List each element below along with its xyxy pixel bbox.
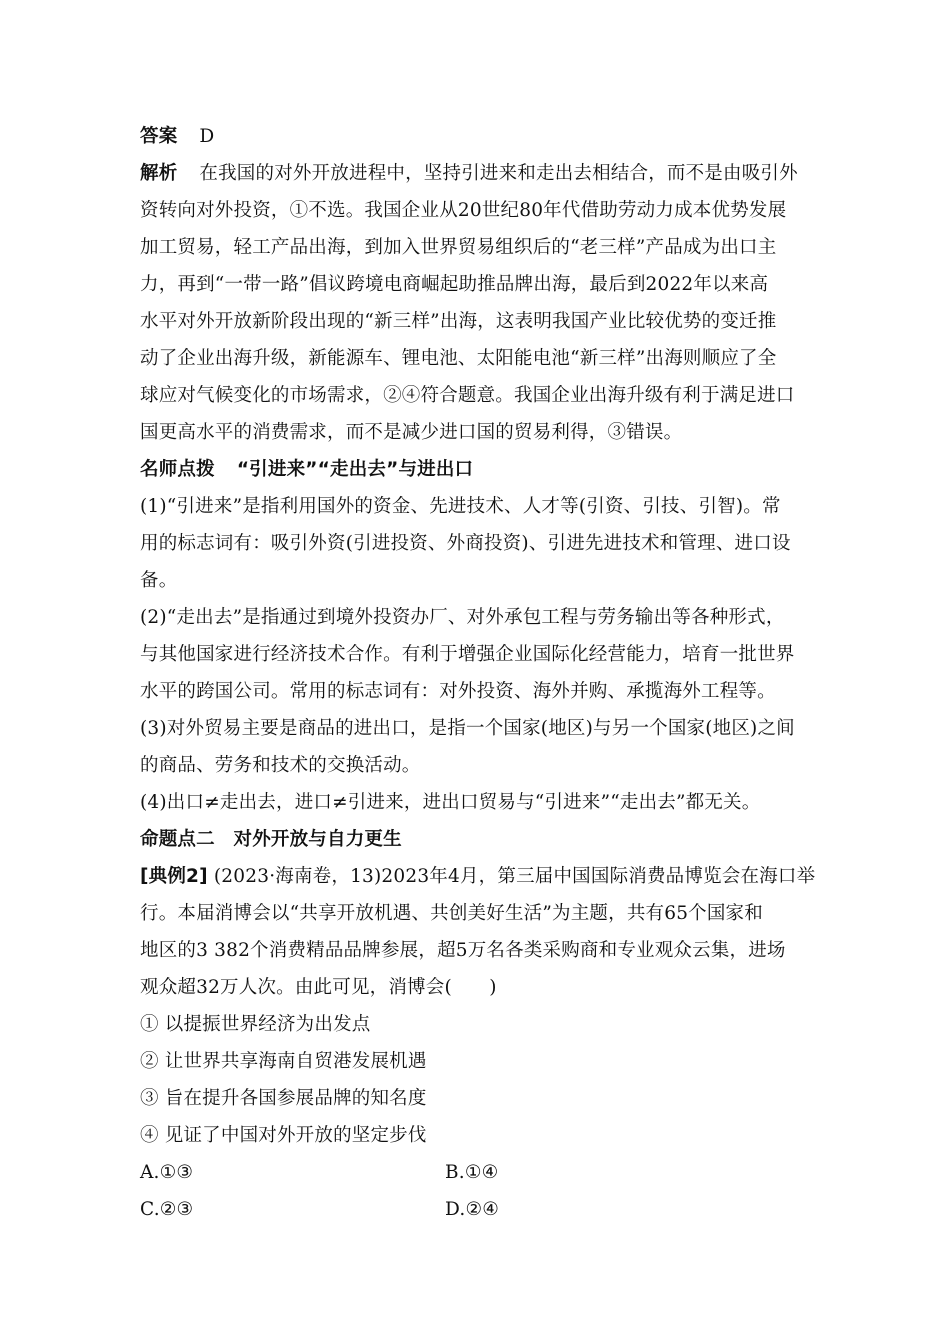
tip-line: 备。: [140, 570, 178, 591]
tip-line: (1)“引进来”是指利用国外的资金、先进技术、人才等(引资、引技、引智)。常: [140, 496, 781, 517]
analysis-line: 球应对气候变化的市场需求，②④符合题意。我国企业出海升级有利于满足进口: [140, 385, 795, 406]
tip-line: (3)对外贸易主要是商品的进出口，是指一个国家(地区)与另一个国家(地区)之间: [140, 718, 795, 739]
example-line: [140, 858, 816, 895]
statement-item: ② 让世界共享海南自贸港发展机遇: [140, 1051, 427, 1072]
answer-value: D: [199, 126, 215, 147]
tip-line: 水平的跨国公司。常用的标志词有：对外投资、海外并购、承揽海外工程等。: [140, 681, 776, 702]
analysis-line: 水平对外开放新阶段出现的“新三样”出海，这表明我国产业比较优势的变迁推: [140, 311, 777, 332]
statement-item: ④ 见证了中国对外开放的坚定步伐: [140, 1125, 427, 1146]
analysis-line: 国更高水平的消费需求，而不是减少进口国的贸易利得，③错误。: [140, 422, 683, 443]
option-c[interactable]: C.②③: [140, 1199, 194, 1220]
tip-title: “引进来”“走出去”与进出口: [236, 459, 474, 480]
example-text: (2023·海南卷，13)2023年4月，第三届中国国际消费品博览会在海口举: [213, 866, 816, 887]
tip-line: 用的标志词有：吸引外资(引进投资、外商投资)、引进先进技术和管理、进口设: [140, 533, 791, 554]
answer-label: 答案: [140, 126, 178, 147]
example-line: 观众超32万人次。由此可见，消博会( ): [140, 977, 497, 998]
option-d[interactable]: D.②④: [445, 1199, 500, 1220]
statement-item: ① 以提振世界经济为出发点: [140, 1014, 371, 1035]
analysis-label: 解析: [140, 163, 178, 184]
analysis-line: 力，再到“一带一路”倡议跨境电商崛起助推品牌出海，最后到2022年以来高: [140, 274, 769, 295]
answer-line: [140, 118, 812, 155]
document-page: [140, 118, 816, 1228]
tip-line: 与其他国家进行经济技术合作。有利于增强企业国际化经营能力，培育一批世界: [140, 644, 795, 665]
tip-line: (4)出口≠走出去，进口≠引进来，进出口贸易与“引进来”“走出去”都无关。: [140, 792, 761, 813]
option-a[interactable]: A.①③: [140, 1162, 194, 1183]
tip-line: (2)“走出去”是指通过到境外投资办厂、对外承包工程与劳务输出等各种形式，: [140, 607, 785, 628]
tip-line: 的商品、劳务和技术的交换活动。: [140, 755, 421, 776]
tip-label: 名师点拨: [140, 459, 215, 480]
analysis-line: 动了企业出海升级，新能源车、锂电池、太阳能电池“新三样”出海则顺应了全: [140, 348, 777, 369]
section-title: 命题点二 对外开放与自力更生: [140, 829, 402, 850]
example-line: 地区的3 382个消费精品品牌参展，超5万名各类采购商和专业观众云集，进场: [140, 940, 786, 961]
statement-item: ③ 旨在提升各国参展品牌的知名度: [140, 1088, 427, 1109]
analysis-line: 加工贸易，轻工产品出海，到加入世界贸易组织后的“老三样”产品成为出口主: [140, 237, 777, 258]
example-label: [典例2]: [140, 866, 208, 887]
example-line: 行。本届消博会以“共享开放机遇、共创美好生活”为主题，共有65个国家和: [140, 903, 763, 924]
tip-heading: [140, 451, 812, 488]
options-row: [140, 1154, 812, 1191]
analysis-line: [140, 155, 812, 192]
options-row: [140, 1191, 812, 1228]
analysis-text: 在我国的对外开放进程中，坚持引进来和走出去相结合，而不是由吸引外: [199, 163, 798, 184]
analysis-line: 资转向对外投资，①不选。我国企业从20世纪80年代借助劳动力成本优势发展: [140, 200, 787, 221]
option-b[interactable]: B.①④: [445, 1162, 499, 1183]
